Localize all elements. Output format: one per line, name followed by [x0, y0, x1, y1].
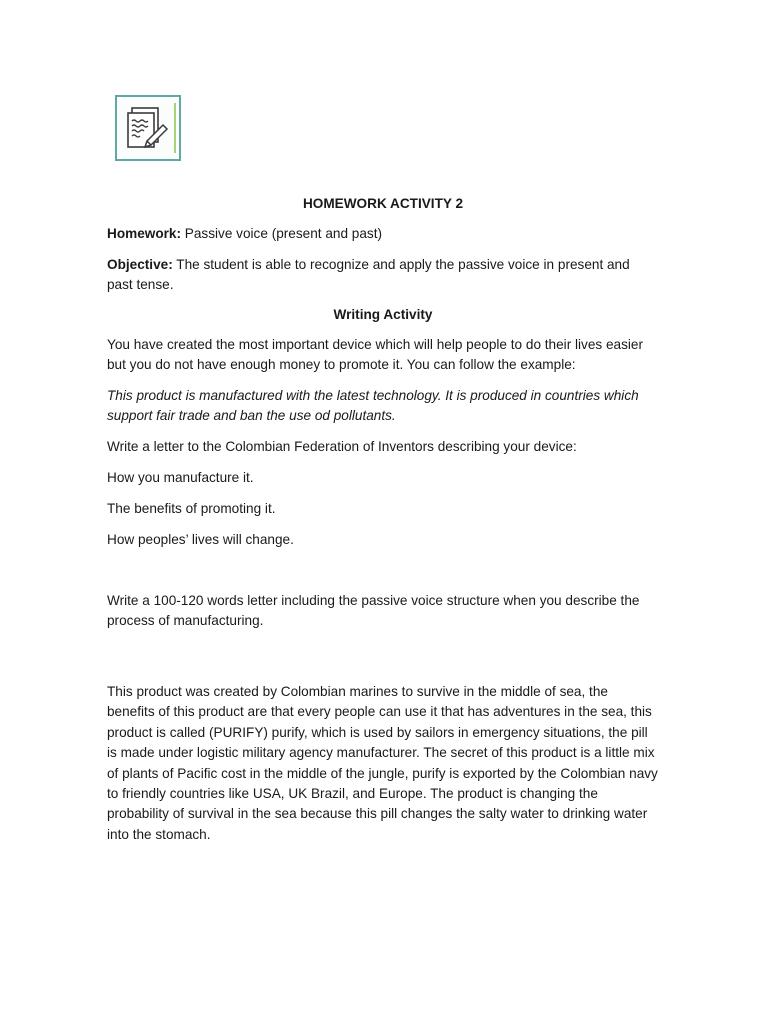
- point-item: The benefits of promoting it.: [107, 501, 276, 516]
- intro-paragraph: You have created the most important device which will help people to do their lives easier but you do not have enough money to promote it. You can follow the example:: [107, 337, 643, 373]
- answer-paragraph: This product was created by Colombian marines to survive in the middle of sea, the benefits of this product are that every people can use it that has adventures in the sea, this product is called (PURIFY) purify, which is used by sailors in emergency situations, the pill is made under logistic military agency manufacturer. The secret of this product is a little mix of plants of Pacific cost in the middle of the jungle, purify is exported by the Colombian navy to friendly countries like USA, UK Brazil, and Europe. The product is changing the probability of survival in the sea because this pill changes the salty water to drinking water into the stomach.: [107, 684, 658, 842]
- objective-label: Objective:: [107, 257, 173, 272]
- page-title: HOMEWORK ACTIVITY 2: [302, 196, 464, 211]
- task-paragraph: Write a 100-120 words letter including the passive voice structure when you describe the process of manufacturing.: [107, 593, 640, 629]
- objective-line: [107, 255, 659, 296]
- homework-value: Passive voice (present and past): [181, 226, 383, 241]
- section-heading: Writing Activity: [333, 307, 433, 322]
- homework-line: [107, 224, 659, 244]
- writing-document-icon: [117, 97, 179, 159]
- homework-label: Homework:: [107, 226, 182, 241]
- point-item: How you manufacture it.: [107, 470, 254, 485]
- homework-logo: [115, 95, 181, 161]
- point-item: How peoples’ lives will change.: [107, 532, 294, 547]
- example-paragraph: This product is manufactured with the latest technology. It is produced in countries which support fair trade and ban the use od pollutants.: [107, 388, 639, 424]
- instruction-line: Write a letter to the Colombian Federation of Inventors describing your device:: [107, 439, 577, 454]
- objective-value: The student is able to recognize and apply the passive voice in present and past tense.: [107, 257, 630, 293]
